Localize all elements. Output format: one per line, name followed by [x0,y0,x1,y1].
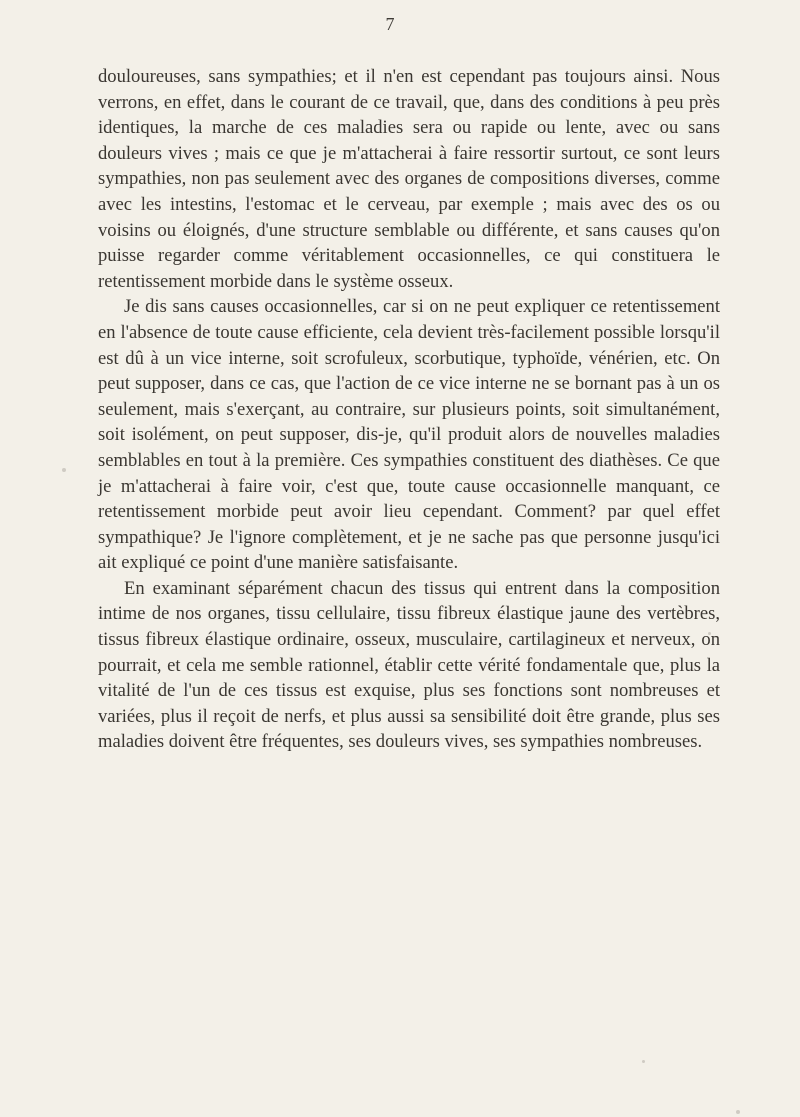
paper-speck [736,1110,740,1114]
paragraph-1: douloureuses, sans sympathies; et il n'en est cependant pas toujours ainsi. Nous verrons, en effet, dans le courant de ce travail, que, dans des conditions à peu près identiques, la marche de ces maladies sera ou rapide ou lente, avec ou sans douleurs vives ; mais ce que je m'attacherai à faire ressortir surtout, ce sont leurs sympathies, non pas seulement avec des organes de compositions diverses, comme avec les intestins, l'estomac et le cerveau, par exemple ; mais avec des os ou voisins ou éloignés, d'une structure semblable ou différente, et sans causes qu'on puisse regarder comme véritablement occasionnelles, ce qui constituera le retentissement morbide dans le système osseux. [98,66,720,292]
paper-speck [708,632,711,635]
body-text [98,64,720,755]
paragraph-3: En examinant séparément chacun des tissus qui entrent dans la composition intime de nos organes, tissu cellulaire, tissu fibreux élastique jaune des vertèbres, tissus fibreux élastique ordinaire, osseux, musculaire, cartilagineux et nerveux, on pourrait, et cela me semble rationnel, établir cette vérité fondamentale que, plus la vitalité de l'un de ces tissus est exquise, plus ses fonctions sont nombreuses et variées, plus il reçoit de nerfs, et plus aussi sa sensibilité doit être grande, plus ses maladies doivent être fréquentes, ses douleurs vives, ses sympathies nombreuses. [98,577,720,753]
paper-speck [642,1060,645,1063]
paper-speck [62,468,66,472]
page-number: 7 [385,14,395,34]
paragraph-2: Je dis sans causes occasionnelles, car si on ne peut expliquer ce retentissement en l'absence de toute cause efficiente, cela devient très-facilement possible lorsqu'il est dû à un vice interne, soit scrofuleux, scorbutique, typhoïde, vénérien, etc. On peut supposer, dans ce cas, que l'action de ce vice interne ne se bornant pas à un os seulement, mais s'exerçant, au contraire, sur plusieurs points, soit simultanément, soit isolément, on peut supposer, dis-je, qu'il produit alors de nouvelles maladies semblables en tout à la première. Ces sympathies constituent des diathèses. Ce que je m'attacherai à faire voir, c'est que, toute cause occasionnelle manquant, ce retentissement morbide peut avoir lieu cependant. Comment? par quel effet sympathique? Je l'ignore complètement, et je ne sache pas que personne jusqu'ici ait expliqué ce point d'une manière satisfaisante. [98,296,720,574]
